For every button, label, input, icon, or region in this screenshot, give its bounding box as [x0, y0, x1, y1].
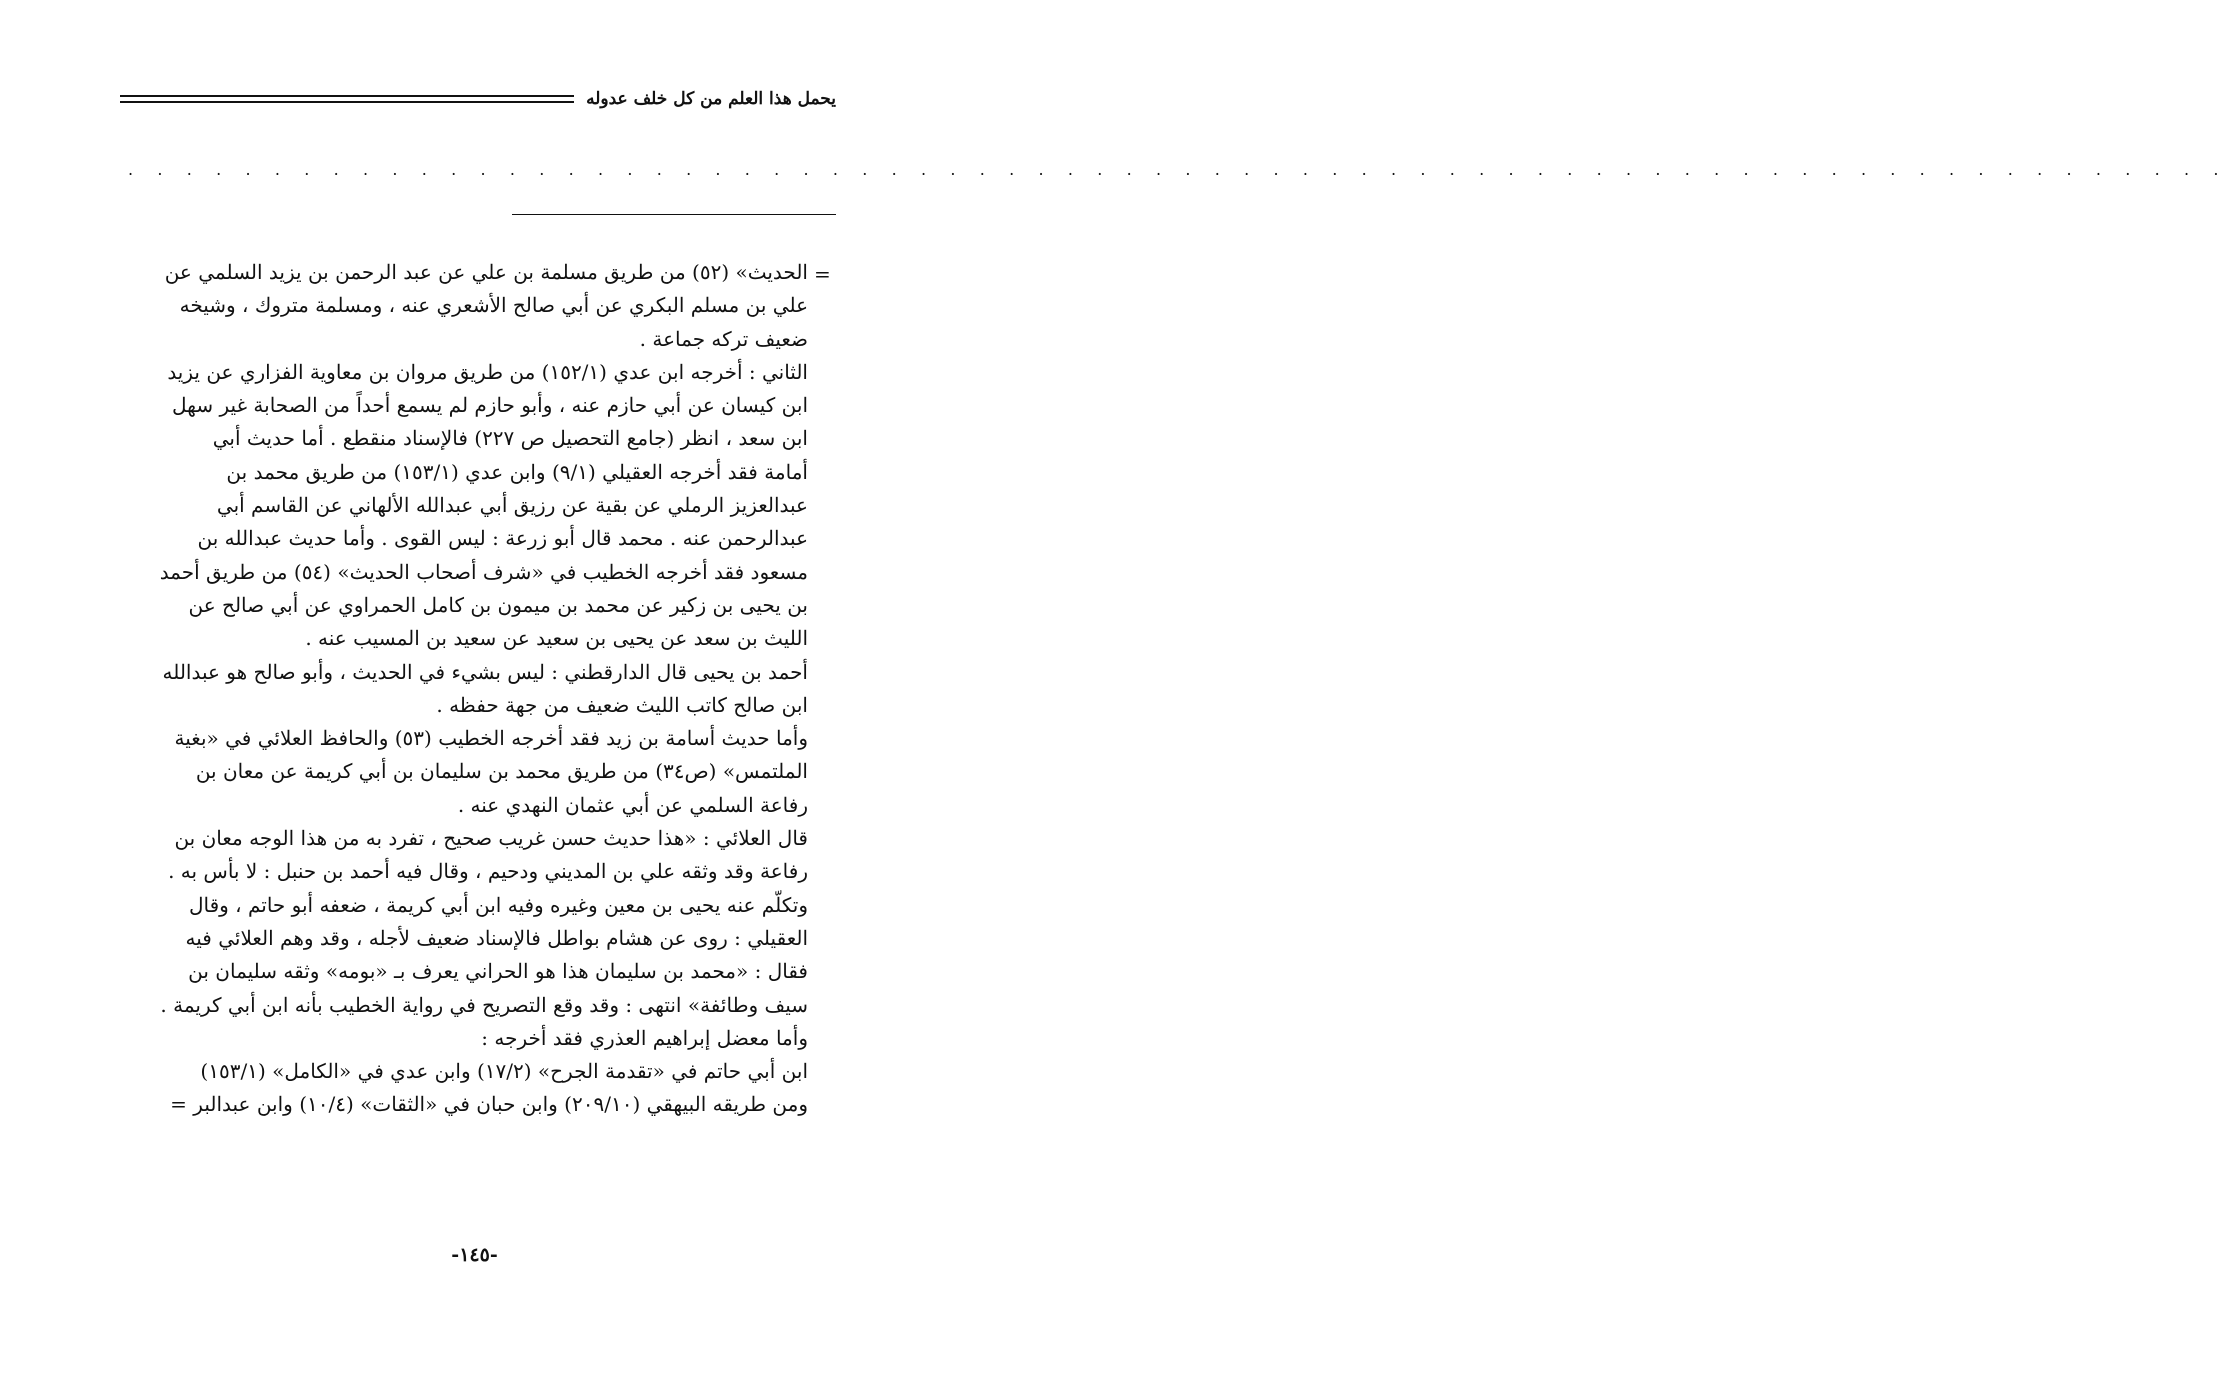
header-title: يحمل هذا العلم من كل خلف عدوله [586, 89, 836, 109]
footnote-body [126, 256, 808, 1236]
running-header [120, 84, 836, 114]
text-line: وأما معضل إبراهيم العذري فقد أخرجه : [481, 1025, 808, 1050]
text-line: وتكلّم عنه يحيى بن معين وغيره وفيه ابن أبي كريمة ، ضعفه أبو حاتم ، وقال [188, 892, 808, 917]
text-line: الحديث» (٥٢) من طريق مسلمة بن علي عن عبد الرحمن بن يزيد السلمي عن [164, 260, 808, 284]
text-line: بن يحيى بن زكير عن محمد بن ميمون بن كامل الحمراوي عن أبي صالح عن [188, 592, 808, 617]
text-line: وأما حديث أسامة بن زيد فقد أخرجه الخطيب (٥٣) والحافظ العلائي في «بغية [174, 726, 808, 751]
text-line: ابن سعد ، انظر (جامع التحصيل ص ٢٢٧) فالإسناد منقطع . أما حديث أبي [212, 426, 808, 451]
text-line: فقال : «محمد بن سليمان هذا هو الحراني يعرف بـ «بومه» وثقه سليمان بن [188, 959, 808, 984]
text-line: عبدالرحمن عنه . محمد قال أبو زرعة : ليس القوى . وأما حديث عبدالله بن [197, 526, 808, 551]
text-line: الليث بن سعد عن يحيى بن سعيد عن سعيد بن المسيب عنه . [305, 626, 808, 651]
dotted-separator: . . . . . . . . . . . . . . . . . . . . . . . . . . . . . . . . . . . . . . . . . . . . . . . . . . . . . . . . . . . . . . . . . . . . . . . . [128, 160, 2228, 179]
text-line: ضعيف تركه جماعة . [639, 326, 808, 351]
text-line: العقيلي : روى عن هشام بواطل فالإسناد ضعيف لأجله ، وقد وهم العلائي فيه [185, 925, 808, 950]
header-double-rule [120, 95, 574, 103]
footnote-separator [512, 214, 836, 215]
text-line: ابن كيسان عن أبي حازم عنه ، وأبو حازم لم يسمع أحداً من الصحابة غير سهل [172, 393, 808, 418]
text-line: مسعود فقد أخرجه الخطيب في «شرف أصحاب الحديث» (٥٤) من طريق أحمد [159, 559, 808, 584]
text-line: سيف وطائفة» انتهى : وقد وقع التصريح في رواية الخطيب بأنه ابن أبي كريمة . [160, 992, 808, 1017]
text-line: رفاعة السلمي عن أبي عثمان النهدي عنه . [457, 792, 808, 817]
text-line: قال العلائي : «هذا حديث حسن غريب صحيح ، تفرد به من هذا الوجه معان بن [174, 826, 808, 851]
text-line: رفاعة وقد وثقه علي بن المديني ودحيم ، وقال فيه أحمد بن حنبل : لا بأس به . [168, 859, 808, 884]
text-line: عبدالعزيز الرملي عن بقية عن رزيق أبي عبدالله الألهاني عن القاسم أبي [216, 493, 808, 518]
text-line: الثاني : أخرجه ابن عدي (١٥٢/١) من طريق مروان بن معاوية الفزاري عن يزيد [167, 359, 808, 384]
text-line: الملتمس» (ص٣٤) من طريق محمد بن سليمان بن أبي كريمة عن معان بن [195, 759, 808, 784]
text-line: ومن طريقه البيهقي (٢٠٩/١٠) وابن حبان في «الثقات» (١٠/٤) وابن عبدالبر = [170, 1092, 808, 1117]
text-line: أمامة فقد أخرجه العقيلي (٩/١) وابن عدي (١٥٣/١) من طريق محمد بن [226, 459, 808, 484]
page-number: -١٤٥- [451, 1244, 498, 1266]
text-line: ابن أبي حاتم في «تقدمة الجرح» (١٧/٢) وابن عدي في «الكامل» (١٥٣/١) [200, 1059, 808, 1084]
text-line: علي بن مسلم البكري عن أبي صالح الأشعري عنه ، ومسلمة متروك ، وشيخه [179, 293, 808, 318]
text-line: ابن صالح كاتب الليث ضعيف من جهة حفظه . [436, 692, 808, 717]
continuation-mark: = [814, 262, 831, 286]
text-line: أحمد بن يحيى قال الدارقطني : ليس بشيء في الحديث ، وأبو صالح هو عبدالله [162, 659, 808, 684]
